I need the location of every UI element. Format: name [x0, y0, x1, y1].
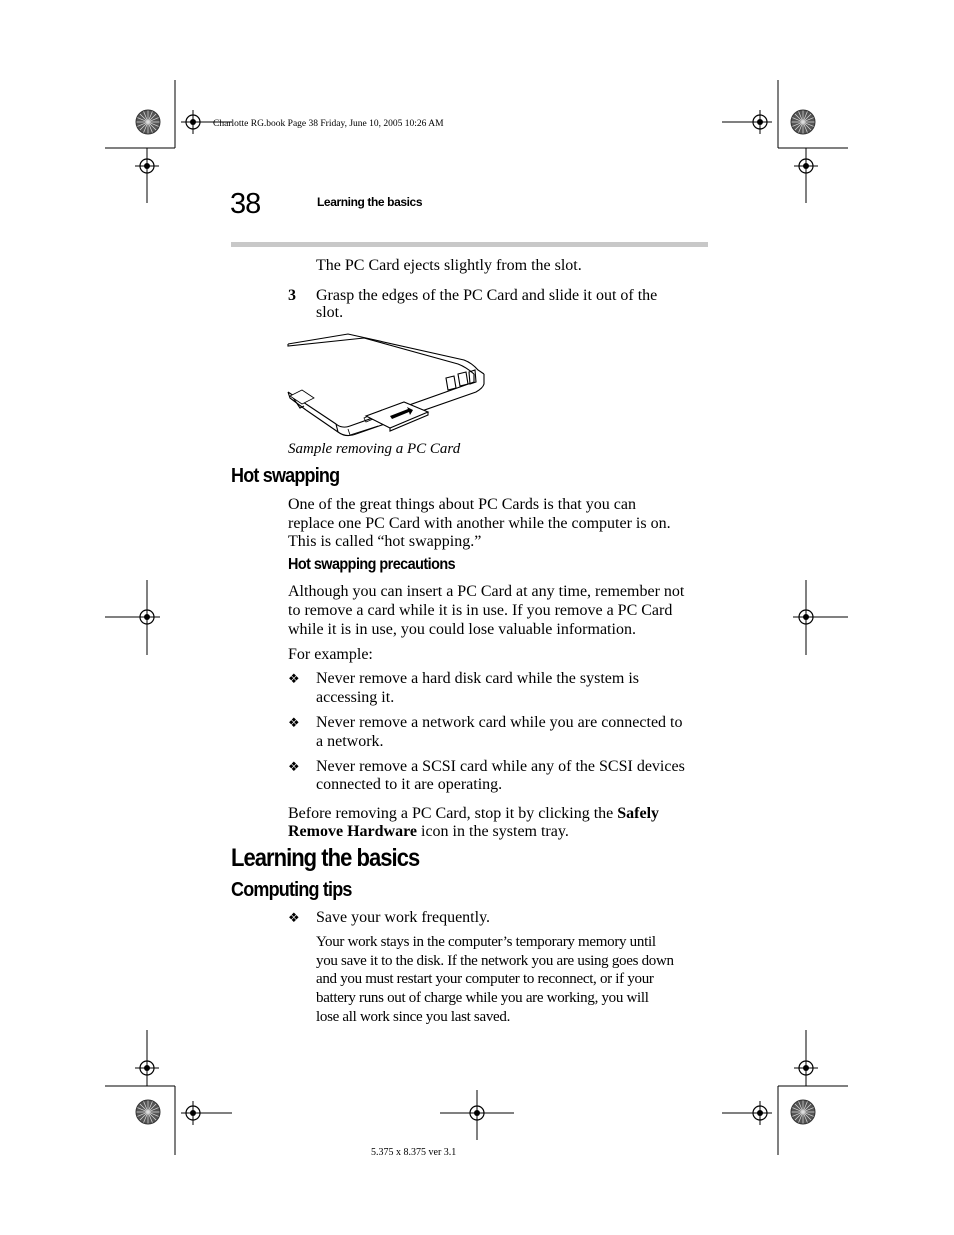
- precaution-line: while it is in use, you could lose valuable information.: [288, 621, 636, 638]
- tip-detail-line: you save it to the disk. If the network you are using goes down: [316, 953, 674, 969]
- tip-detail-line: battery runs out of charge while you are working, you will: [316, 990, 649, 1006]
- ui-term: Remove Hardware: [288, 823, 417, 840]
- precaution-line: to remove a card while it is in use. If you remove a PC Card: [288, 602, 673, 619]
- bullet-icon: ❖: [288, 671, 300, 686]
- hot-swapping-para-line: replace one PC Card with another while the computer is on.: [288, 515, 671, 532]
- figure-caption: Sample removing a PC Card: [288, 441, 461, 457]
- bullet-icon: ❖: [288, 759, 300, 774]
- header-rule: [231, 242, 708, 247]
- closing-line-1: [288, 804, 659, 823]
- tip-detail-line: Your work stays in the computer’s temporary memory until: [316, 934, 656, 950]
- bullet-text: Never remove a network card while you are connected to: [316, 714, 683, 731]
- hot-swapping-para-line: One of the great things about PC Cards is that you can: [288, 496, 636, 513]
- step-number: 3: [288, 287, 296, 304]
- example-intro: For example:: [288, 646, 373, 663]
- running-head: Learning the basics: [317, 195, 423, 209]
- bullet-text: Save your work frequently.: [316, 909, 491, 926]
- subheading-computing-tips: Computing tips: [231, 879, 352, 901]
- bullet-text: accessing it.: [316, 689, 395, 706]
- precaution-line: Although you can insert a PC Card at any time, remember not: [288, 583, 685, 600]
- bullet-icon: ❖: [288, 910, 300, 925]
- step-text-2: slot.: [316, 304, 344, 321]
- ui-term: Safely: [617, 805, 660, 822]
- pc-card-removal-illustration: [286, 332, 490, 442]
- closing-text: Before removing a PC Card, stop it by clicking the: [288, 805, 618, 822]
- section-heading-learning-the-basics: Learning the basics: [231, 844, 420, 872]
- bullet-text: a network.: [316, 733, 384, 750]
- section-heading-hot-swapping: Hot swapping: [231, 465, 340, 487]
- page-number: 38: [230, 188, 261, 220]
- closing-text: icon in the system tray.: [417, 823, 569, 840]
- step-intro: The PC Card ejects slightly from the slot.: [316, 257, 582, 274]
- closing-line-2: [288, 822, 569, 841]
- tip-detail-line: lose all work since you last saved.: [316, 1009, 511, 1025]
- subheading-hot-swapping-precautions: Hot swapping precautions: [288, 556, 456, 573]
- footer-version: 5.375 x 8.375 ver 3.1: [371, 1147, 457, 1158]
- bullet-text: Never remove a SCSI card while any of the SCSI devices: [316, 758, 685, 775]
- bullet-text: Never remove a hard disk card while the system is: [316, 670, 640, 687]
- step-text-1: Grasp the edges of the PC Card and slide it out of the: [316, 287, 658, 304]
- tip-detail-line: and you must restart your computer to reconnect, or if your: [316, 971, 654, 987]
- slug-line: Charlotte RG.book Page 38 Friday, June 10, 2005 10:26 AM: [213, 119, 444, 129]
- bullet-text: connected to it are operating.: [316, 776, 503, 793]
- hot-swapping-para-line: This is called “hot swapping.”: [288, 533, 482, 550]
- bullet-icon: ❖: [288, 715, 300, 730]
